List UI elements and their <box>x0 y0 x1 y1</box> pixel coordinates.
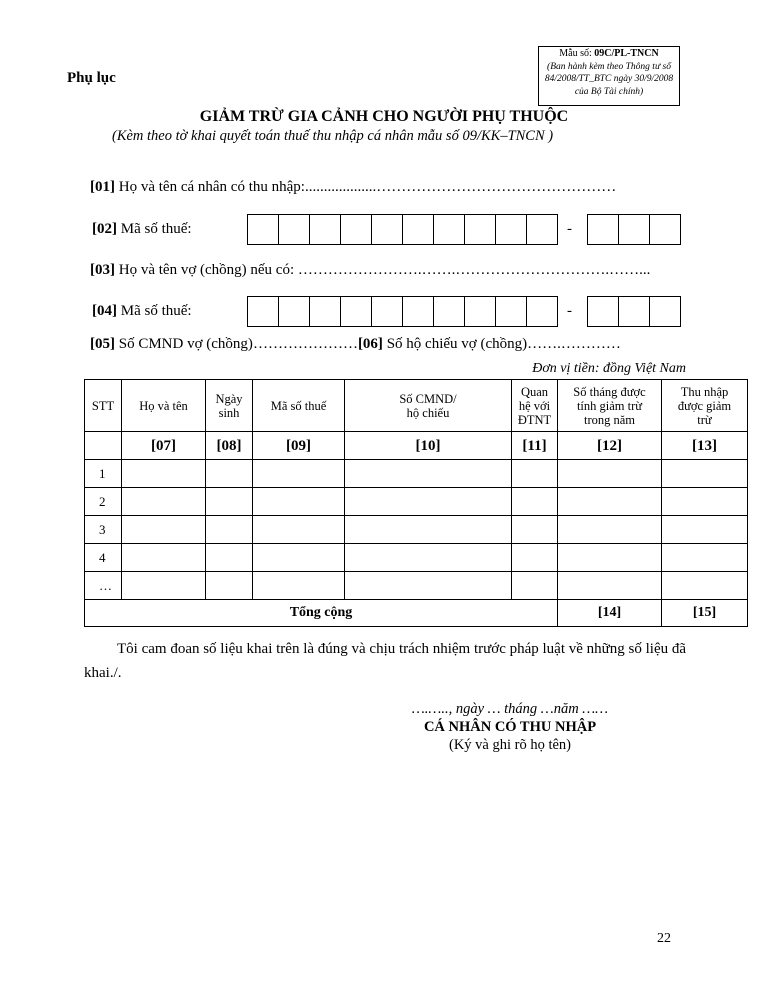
page-number: 22 <box>657 931 671 946</box>
header-dob <box>206 380 253 432</box>
tin-digit-box[interactable] <box>526 214 558 245</box>
header-income-line-3: trừ <box>697 412 712 427</box>
row-stt: … <box>85 572 122 600</box>
table-cell[interactable] <box>206 572 253 600</box>
field-02-code: [02] <box>92 221 117 237</box>
field-01-code: [01] <box>90 179 115 195</box>
table-cell[interactable] <box>662 516 748 544</box>
tin-digit-box[interactable] <box>618 214 649 245</box>
form-code-label: Mẫu số: <box>559 48 595 59</box>
field-04-label: Mã số thuế: <box>117 303 192 319</box>
table-cell[interactable] <box>662 544 748 572</box>
table-cell[interactable] <box>253 544 345 572</box>
table-cell[interactable] <box>206 544 253 572</box>
form-code: 09C/PL-TNCN <box>594 48 659 59</box>
tin-digit-box[interactable] <box>495 214 526 245</box>
tin-dash: - <box>567 221 572 237</box>
form-issued-line-3: của Bộ Tài chính) <box>574 86 644 97</box>
table-cell[interactable] <box>512 544 558 572</box>
signature-date-line: ….….., ngày … tháng …năm …… <box>411 701 609 717</box>
header-income <box>662 380 748 432</box>
field-04-tin-boxes[interactable] <box>247 296 558 326</box>
tin-dash: - <box>567 303 572 319</box>
field-04 <box>92 303 192 320</box>
tin-digit-box[interactable] <box>340 296 371 327</box>
header-name: Họ và tên <box>122 380 206 432</box>
tin-digit-box[interactable] <box>526 296 558 327</box>
header-tin: Mã số thuế <box>253 380 345 432</box>
table-cell[interactable] <box>662 488 748 516</box>
code-cell: [13] <box>662 432 748 460</box>
table-cell[interactable] <box>345 516 512 544</box>
field-02-tin-suffix-boxes[interactable] <box>587 214 681 244</box>
header-relation-line-3: ĐTNT <box>517 412 552 427</box>
table-cell[interactable] <box>345 572 512 600</box>
row-stt: 2 <box>85 488 122 516</box>
table-cell[interactable] <box>512 516 558 544</box>
table-row <box>85 488 748 516</box>
field-03 <box>90 262 650 279</box>
field-06-input[interactable]: …….………… <box>527 336 621 352</box>
table-cell[interactable] <box>558 488 662 516</box>
form-issued-line-2: 84/2008/TT_BTC ngày 30/9/2008 <box>544 74 674 84</box>
header-relation <box>512 380 558 432</box>
field-04-code: [04] <box>92 303 117 319</box>
header-id-line-1: Số CMND/ <box>399 391 457 406</box>
code-cell: [08] <box>206 432 253 460</box>
table-cell[interactable] <box>558 544 662 572</box>
table-cell[interactable] <box>558 572 662 600</box>
header-income-line-1: Thu nhập <box>680 384 729 399</box>
table-cell[interactable] <box>122 544 206 572</box>
currency-unit: Đơn vị tiền: đồng Việt Nam <box>532 361 686 376</box>
table-row <box>85 544 748 572</box>
table-cell[interactable] <box>662 572 748 600</box>
header-stt: STT <box>85 380 122 432</box>
header-id <box>345 380 512 432</box>
code-cell: [10] <box>345 432 512 460</box>
code-cell <box>85 432 122 460</box>
field-05-label: Số CMND vợ (chồng) <box>115 336 253 352</box>
code-cell: [11] <box>512 432 558 460</box>
field-03-label: Họ và tên vợ (chồng) nếu có: <box>115 262 298 278</box>
table-cell[interactable] <box>662 460 748 488</box>
tin-digit-box[interactable] <box>618 296 649 327</box>
code-cell: [07] <box>122 432 206 460</box>
table-cell[interactable] <box>512 488 558 516</box>
table-cell[interactable] <box>253 460 345 488</box>
header-income-line-2: được giảm <box>677 398 732 413</box>
table-header-row <box>85 380 748 432</box>
tin-digit-box[interactable] <box>278 296 309 327</box>
row-stt: 1 <box>85 460 122 488</box>
table-cell[interactable] <box>512 460 558 488</box>
field-06-code: [06] <box>357 336 383 352</box>
field-02-tin-boxes[interactable] <box>247 214 558 244</box>
table-cell[interactable] <box>122 572 206 600</box>
commitment-text: Tôi cam đoan số liệu khai trên là đúng và chịu trách nhiệm trước pháp luật về những số liệu đã khai./. <box>84 641 687 681</box>
header-dob-line-2: sinh <box>218 405 240 420</box>
field-06-label: Số hộ chiếu vợ (chồng) <box>382 336 528 352</box>
header-dob-line-1: Ngày <box>215 391 243 406</box>
table-cell[interactable] <box>122 460 206 488</box>
total-label: Tổng cộng <box>85 600 558 627</box>
table-total-row <box>85 600 748 627</box>
field-02 <box>92 221 192 238</box>
total-code-15: [15] <box>662 600 748 627</box>
tin-digit-box[interactable] <box>278 214 309 245</box>
table-row <box>85 516 748 544</box>
signature-title: CÁ NHÂN CÓ THU NHẬP <box>423 719 597 735</box>
field-01 <box>90 179 616 196</box>
row-stt: 3 <box>85 516 122 544</box>
table-cell[interactable] <box>206 516 253 544</box>
table-cell[interactable] <box>558 516 662 544</box>
field-02-label: Mã số thuế: <box>117 221 192 237</box>
form-issued-line-1: (Ban hành kèm theo Thông tư số <box>547 61 671 72</box>
row-stt: 4 <box>85 544 122 572</box>
table-cell[interactable] <box>558 460 662 488</box>
table-cell[interactable] <box>345 544 512 572</box>
table-cell[interactable] <box>345 488 512 516</box>
field-04-tin-suffix-boxes[interactable] <box>587 296 681 326</box>
tin-digit-box[interactable] <box>402 296 433 327</box>
header-relation-line-1: Quan <box>520 384 549 399</box>
tin-digit-box[interactable] <box>464 214 495 245</box>
field-03-code: [03] <box>90 262 115 278</box>
table-cell[interactable] <box>253 516 345 544</box>
tin-digit-box[interactable] <box>464 296 495 327</box>
tin-digit-box[interactable] <box>649 296 681 327</box>
tin-digit-box[interactable] <box>371 296 402 327</box>
table-cell[interactable] <box>122 516 206 544</box>
code-cell: [09] <box>253 432 345 460</box>
header-months-line-2: tính giảm trừ <box>576 398 643 413</box>
field-05-06 <box>90 336 621 353</box>
dependents-table <box>84 379 748 627</box>
tin-digit-box[interactable] <box>340 214 371 245</box>
tin-digit-box[interactable] <box>587 214 618 245</box>
signature-block <box>380 700 640 754</box>
header-id-line-2: hộ chiếu <box>406 405 450 420</box>
tin-digit-box[interactable] <box>402 214 433 245</box>
form-code-box <box>538 46 680 106</box>
field-05-input[interactable]: ………………… <box>252 336 358 352</box>
tin-digit-box[interactable] <box>309 214 340 245</box>
total-code-14: [14] <box>558 600 662 627</box>
tin-digit-box[interactable] <box>649 214 681 245</box>
table-cell[interactable] <box>345 460 512 488</box>
tin-digit-box[interactable] <box>309 296 340 327</box>
field-01-label: Họ và tên cá nhân có thu nhập: <box>115 179 305 195</box>
table-cell[interactable] <box>253 572 345 600</box>
table-cell[interactable] <box>206 488 253 516</box>
header-months-line-1: Số tháng được <box>573 384 646 399</box>
table-cell[interactable] <box>206 460 253 488</box>
header-months <box>558 380 662 432</box>
field-05-code: [05] <box>90 336 115 352</box>
tin-digit-box[interactable] <box>371 214 402 245</box>
tin-digit-box[interactable] <box>587 296 618 327</box>
header-relation-line-2: hệ với <box>518 398 551 413</box>
signature-note: (Ký và ghi rõ họ tên) <box>448 737 571 753</box>
header-months-line-3: trong năm <box>583 412 636 427</box>
page-subtitle: (Kèm theo tờ khai quyết toán thuế thu nhập cá nhân mẫu số 09/KK–TNCN ) <box>112 128 554 144</box>
tin-digit-box[interactable] <box>247 296 278 327</box>
tin-digit-box[interactable] <box>433 214 464 245</box>
page-title: GIẢM TRỪ GIA CẢNH CHO NGƯỜI PHỤ THUỘC <box>199 108 569 125</box>
code-cell: [12] <box>558 432 662 460</box>
tin-digit-box[interactable] <box>495 296 526 327</box>
tin-digit-box[interactable] <box>247 214 278 245</box>
appendix-label: Phụ lục <box>67 70 116 86</box>
tin-digit-box[interactable] <box>433 296 464 327</box>
table-row <box>85 460 748 488</box>
table-cell[interactable] <box>512 572 558 600</box>
table-row <box>85 572 748 600</box>
table-cell[interactable] <box>122 488 206 516</box>
table-code-row <box>85 432 748 460</box>
field-03-input[interactable]: …………………….…….………………………….……... <box>297 262 651 278</box>
table-cell[interactable] <box>253 488 345 516</box>
field-01-input[interactable]: ...................………………………………………… <box>304 179 617 195</box>
